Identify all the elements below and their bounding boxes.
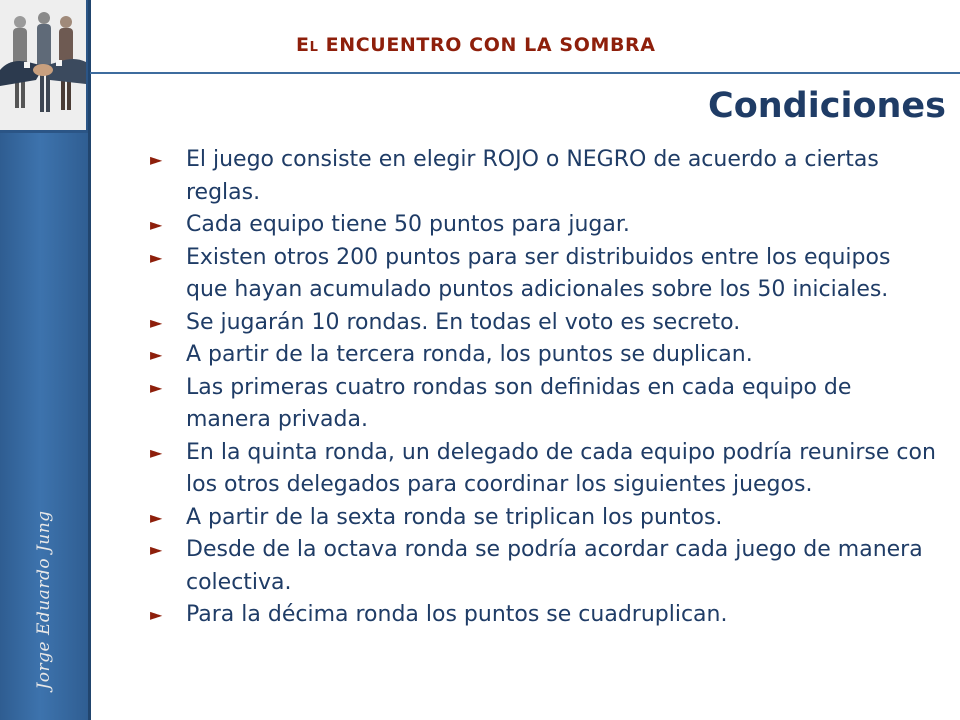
list-item-text: Para la décima ronda los puntos se cuadruplican. (186, 602, 728, 627)
bullet-arrow-icon: ► (150, 215, 163, 234)
bullet-arrow-icon: ► (150, 247, 163, 267)
header-divider (90, 72, 960, 74)
list-item (148, 307, 938, 340)
list-item (148, 339, 938, 372)
list-item (148, 372, 938, 437)
business-handshake-icon (0, 0, 88, 133)
list-item-text: Las primeras cuatro rondas son definidas en cada equipo de manera privada. (186, 374, 852, 432)
bullet-arrow-icon: ► (150, 605, 163, 624)
slide-header-title: El ENCUENTRO CON LA SOMBRA (296, 34, 656, 56)
list-item-text: En la quinta ronda, un delegado de cada equipo podría reunirse con los otros delegados para coordinar los siguientes juegos. (186, 439, 936, 497)
bullet-arrow-icon: ► (150, 540, 163, 559)
bullet-arrow-icon: ► (150, 377, 163, 397)
list-item (148, 534, 938, 599)
conditions-list (148, 144, 938, 632)
list-item (148, 209, 938, 242)
list-item-text: A partir de la tercera ronda, los puntos se duplican. (186, 342, 753, 367)
list-item-text: A partir de la sexta ronda se triplican los puntos. (186, 504, 723, 530)
list-item-text: Cada equipo tiene 50 puntos para jugar. (186, 212, 630, 237)
page-title: Condiciones (708, 86, 946, 126)
list-item (148, 437, 938, 502)
bullet-arrow-icon: ► (150, 442, 163, 462)
bullet-arrow-icon: ► (150, 507, 163, 527)
list-item-text: Desde de la octava ronda se podría acordar cada juego de manera colectiva. (186, 537, 923, 595)
list-item-text: Existen otros 200 puntos para ser distribuidos entre los equipos que hayan acumulado puntos adicionales sobre los 50 iniciales. (186, 244, 891, 302)
bullet-arrow-icon: ► (150, 345, 163, 364)
list-item (148, 242, 938, 307)
sidebar-divider (88, 0, 91, 720)
bullet-arrow-icon: ► (150, 312, 163, 332)
author-signature: Jorge Eduardo Jung (34, 510, 54, 690)
list-item-text: El juego consiste en elegir ROJO o NEGRO de acuerdo a ciertas reglas. (186, 147, 879, 205)
list-item (148, 599, 938, 632)
bullet-arrow-icon: ► (150, 150, 163, 169)
list-item-text: Se jugarán 10 rondas. En todas el voto es secreto. (186, 309, 741, 335)
list-item (148, 502, 938, 535)
list-item (148, 144, 938, 209)
